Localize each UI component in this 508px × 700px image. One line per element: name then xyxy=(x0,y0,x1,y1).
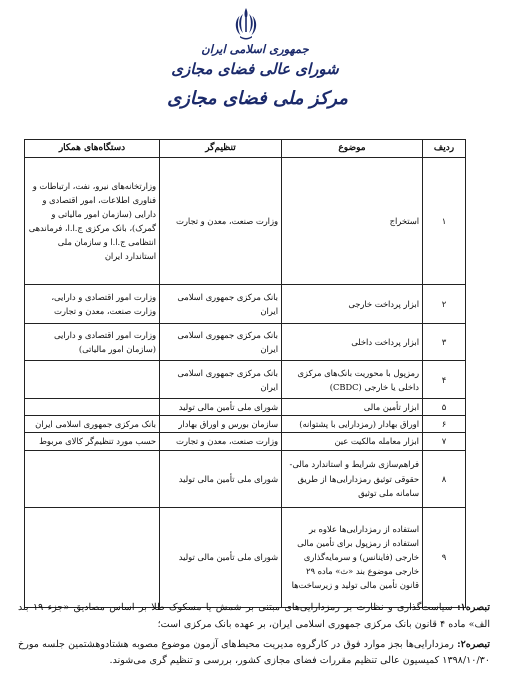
row-cooperating xyxy=(25,361,160,399)
row-topic: اوراق بهادار (رمزدارایی با پشتوانه) xyxy=(282,416,423,433)
row-regulator: بانک مرکزی جمهوری اسلامی ایران xyxy=(160,285,282,324)
row-regulator: وزارت صنعت، معدن و تجارت xyxy=(160,158,282,285)
row-cooperating: وزارتخانه‌های نیرو، نفت، ارتباطات و فناوری اطلاعات، امور اقتصادی و دارایی (سازمان امور مالیاتی و گمرک)، بانک مرکزی ج.ا.ا، فرماندهی انتظامی ج.ا.ا و سازمان ملی استاندارد ایران xyxy=(25,158,160,285)
table-row xyxy=(25,285,466,324)
table-row xyxy=(25,361,466,399)
row-cooperating: حسب مورد تنظیم‌گر کالای مربوط xyxy=(25,433,160,450)
row-regulator: بانک مرکزی جمهوری اسلامی ایران xyxy=(160,361,282,399)
row-num: ۷ xyxy=(423,433,466,450)
row-num: ۳ xyxy=(423,324,466,361)
note-1-text: سیاست‌گذاری و نظارت بر رمزدارایی‌های مبتنی بر شمش یا مسکوک طلا بر اساس مصادیق «جزء ۱۹ بند الف» ماده ۴ قانون بانک مرکزی جمهوری اسلامی ایران، بر عهده بانک مرکزی است؛ xyxy=(18,602,490,630)
council-title: شورای عالی فضای مجازی xyxy=(171,60,339,78)
row-topic: استفاده از رمزدارایی‌ها علاوه بر استفاده از رمزپول برای تأمین مالی خارجی (فاینانس) و سرمایه‌گذاری خارجی موضوع بند «ث» ماده ۲۹ قانون تأمین مالی تولید و زیرساخت‌ها xyxy=(282,507,423,607)
row-cooperating xyxy=(25,399,160,416)
center-title: مرکز ملی فضای مجازی xyxy=(167,88,348,109)
row-topic: استخراج xyxy=(282,158,423,285)
note-1-label: تبصره۱: xyxy=(457,602,490,613)
row-num: ۸ xyxy=(423,450,466,507)
note-1 xyxy=(18,600,490,634)
row-regulator: شورای ملی تأمین مالی تولید xyxy=(160,450,282,507)
table-row xyxy=(25,450,466,507)
table-row xyxy=(25,399,466,416)
row-topic: فراهم‌سازی شرایط و استاندارد مالی- حقوقی توثیق رمزدارایی‌ها از طریق سامانه ملی توثیق xyxy=(282,450,423,507)
row-num: ۱ xyxy=(423,158,466,285)
row-regulator: سازمان بورس و اوراق بهادار xyxy=(160,416,282,433)
notes-section xyxy=(18,600,490,673)
table-row xyxy=(25,416,466,433)
row-regulator: بانک مرکزی جمهوری اسلامی ایران xyxy=(160,324,282,361)
row-num: ۴ xyxy=(423,361,466,399)
row-regulator: شورای ملی تأمین مالی تولید xyxy=(160,507,282,607)
letterhead xyxy=(0,6,508,124)
row-cooperating: وزارت امور اقتصادی و دارایی (سازمان امور مالیاتی) xyxy=(25,324,160,361)
note-2-text: رمزدارایی‌ها بجز موارد فوق در کارگروه مدیریت محیط‌های آزمون موضوع مصوبه هشتادوهشتمین جلسه مورخ ۱۳۹۸/۱۰/۳۰ کمیسیون عالی تنظیم مقررات فضای مجازی کشور، بررسی و تنظیم گری می‌شوند. xyxy=(18,638,490,667)
table-header-row xyxy=(25,140,466,158)
row-num: ۹ xyxy=(423,507,466,607)
row-cooperating xyxy=(25,450,160,507)
row-topic: رمزپول با محوریت بانک‌های مرکزی داخلی یا خارجی (CBDC) xyxy=(282,361,423,399)
header-topic: موضوع xyxy=(282,140,423,158)
row-topic: ابزار تأمین مالی xyxy=(282,399,423,416)
row-topic: ابزار پرداخت داخلی xyxy=(282,324,423,361)
row-regulator: شورای ملی تأمین مالی تولید xyxy=(160,399,282,416)
header-cooperating: دستگاه‌های همکار xyxy=(25,140,160,158)
row-cooperating: وزارت امور اقتصادی و دارایی، وزارت صنعت، معدن و تجارت xyxy=(25,285,160,324)
iran-emblem-icon xyxy=(232,6,260,42)
row-cooperating xyxy=(25,507,160,607)
row-num: ۵ xyxy=(423,399,466,416)
note-2-label: تبصره۲: xyxy=(457,638,490,650)
table-row xyxy=(25,433,466,450)
note-2 xyxy=(18,637,490,671)
republic-title: جمهوری اسلامی ایران xyxy=(201,42,309,56)
header-regulator: تنظیم‌گر xyxy=(160,140,282,158)
row-num: ۶ xyxy=(423,416,466,433)
table-row xyxy=(25,324,466,361)
row-topic: ابزار پرداخت خارجی xyxy=(282,285,423,324)
header-num: ردیف xyxy=(423,140,466,158)
table-row xyxy=(25,158,466,285)
table-row xyxy=(25,507,466,607)
row-num: ۲ xyxy=(423,285,466,324)
row-regulator: وزارت صنعت، معدن و تجارت xyxy=(160,433,282,450)
row-cooperating: بانک مرکزی جمهوری اسلامی ایران xyxy=(25,416,160,433)
regulators-table xyxy=(24,139,466,608)
row-topic: ابزار معامله مالکیت عین xyxy=(282,433,423,450)
